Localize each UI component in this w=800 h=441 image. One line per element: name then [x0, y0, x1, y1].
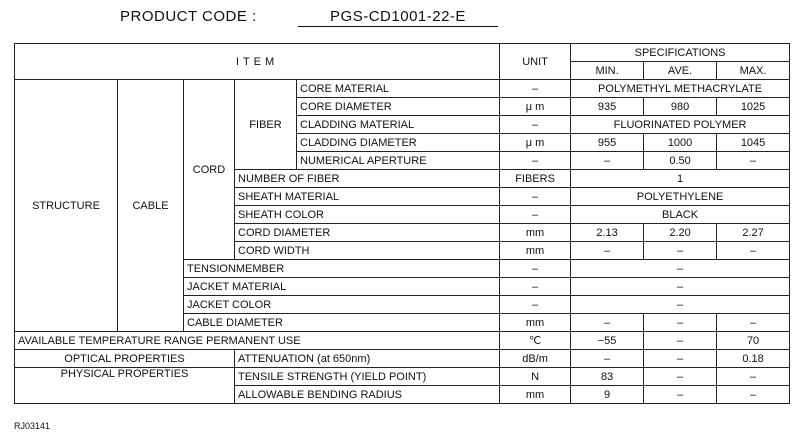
unit-cell: –: [500, 80, 571, 98]
ave-value: –: [644, 332, 717, 350]
max-value: –: [717, 368, 790, 386]
min-value: –: [571, 350, 644, 368]
physical-group-label: PHYSICAL PROPERTIES: [15, 368, 235, 404]
specification-table: [14, 43, 790, 404]
spec-value: –: [571, 260, 790, 278]
max-header: MAX.: [717, 62, 790, 80]
specifications-header: SPECIFICATIONS: [571, 44, 790, 62]
document-reference: RJ03141: [14, 421, 51, 431]
unit-cell: N: [500, 368, 571, 386]
unit-cell: mm: [500, 242, 571, 260]
unit-cell: –: [500, 116, 571, 134]
unit-cell: –: [500, 152, 571, 170]
unit-cell: –: [500, 206, 571, 224]
item-label: CORD DIAMETER: [235, 224, 500, 242]
unit-cell: –: [500, 188, 571, 206]
item-label: CLADDING MATERIAL: [297, 116, 500, 134]
spec-value: –: [571, 296, 790, 314]
product-code-value: PGS-CD1001-22-E: [298, 8, 498, 27]
item-label: SHEATH MATERIAL: [235, 188, 500, 206]
max-value: 1025: [717, 98, 790, 116]
table-row: [15, 368, 790, 386]
ave-header: AVE.: [644, 62, 717, 80]
table-row: [15, 350, 790, 368]
ave-value: –: [644, 386, 717, 404]
cord-group-label: CORD: [184, 80, 235, 260]
item-label: ATTENUATION (at 650nm): [235, 350, 500, 368]
ave-value: 980: [644, 98, 717, 116]
unit-cell: mm: [500, 314, 571, 332]
unit-cell: μ m: [500, 134, 571, 152]
spec-value: POLYMETHYL METHACRYLATE: [571, 80, 790, 98]
min-value: 2.13: [571, 224, 644, 242]
item-label: CABLE DIAMETER: [184, 314, 500, 332]
ave-value: 0.50: [644, 152, 717, 170]
item-header: ITEM: [15, 44, 500, 80]
unit-cell: mm: [500, 386, 571, 404]
spec-value: BLACK: [571, 206, 790, 224]
max-value: 2.27: [717, 224, 790, 242]
min-value: 935: [571, 98, 644, 116]
min-value: –: [571, 314, 644, 332]
item-label: TENSIONMEMBER: [184, 260, 500, 278]
item-label: ALLOWABLE BENDING RADIUS: [235, 386, 500, 404]
max-value: 0.18: [717, 350, 790, 368]
item-label: CORE DIAMETER: [297, 98, 500, 116]
item-label: CLADDING DIAMETER: [297, 134, 500, 152]
unit-header: UNIT: [500, 44, 571, 80]
ave-value: –: [644, 368, 717, 386]
item-label: AVAILABLE TEMPERATURE RANGE PERMANENT USE: [15, 332, 500, 350]
min-value: 83: [571, 368, 644, 386]
spec-value: –: [571, 278, 790, 296]
max-value: –: [717, 314, 790, 332]
item-label: CORD WIDTH: [235, 242, 500, 260]
unit-cell: dB/m: [500, 350, 571, 368]
fiber-group-label: FIBER: [235, 80, 297, 170]
min-value: −55: [571, 332, 644, 350]
max-value: –: [717, 242, 790, 260]
max-value: 70: [717, 332, 790, 350]
spec-value: FLUORINATED POLYMER: [571, 116, 790, 134]
spec-value: 1: [571, 170, 790, 188]
ave-value: 2.20: [644, 224, 717, 242]
product-code-header: [120, 8, 466, 25]
ave-value: 1000: [644, 134, 717, 152]
table-row: [15, 332, 790, 350]
item-label: JACKET MATERIAL: [184, 278, 500, 296]
item-label: CORE MATERIAL: [297, 80, 500, 98]
ave-value: –: [644, 314, 717, 332]
unit-cell: ℃: [500, 332, 571, 350]
item-label: NUMBER OF FIBER: [235, 170, 500, 188]
max-value: –: [717, 152, 790, 170]
unit-cell: –: [500, 260, 571, 278]
min-value: –: [571, 152, 644, 170]
cable-group-label: CABLE: [118, 80, 184, 332]
unit-cell: FIBERS: [500, 170, 571, 188]
ave-value: –: [644, 242, 717, 260]
unit-cell: μ m: [500, 98, 571, 116]
min-value: 9: [571, 386, 644, 404]
max-value: 1045: [717, 134, 790, 152]
unit-cell: –: [500, 296, 571, 314]
spec-value: POLYETHYLENE: [571, 188, 790, 206]
min-value: 955: [571, 134, 644, 152]
unit-cell: –: [500, 278, 571, 296]
item-label: TENSILE STRENGTH (YIELD POINT): [235, 368, 500, 386]
product-code-label: PRODUCT CODE :: [120, 8, 257, 25]
structure-group-label: STRUCTURE: [15, 80, 118, 332]
item-label: SHEATH COLOR: [235, 206, 500, 224]
optical-group-label: OPTICAL PROPERTIES: [15, 350, 235, 368]
ave-value: –: [644, 350, 717, 368]
min-header: MIN.: [571, 62, 644, 80]
item-label: JACKET COLOR: [184, 296, 500, 314]
max-value: –: [717, 386, 790, 404]
table-row: [15, 80, 790, 98]
unit-cell: mm: [500, 224, 571, 242]
min-value: –: [571, 242, 644, 260]
item-label: NUMERICAL APERTURE: [297, 152, 500, 170]
